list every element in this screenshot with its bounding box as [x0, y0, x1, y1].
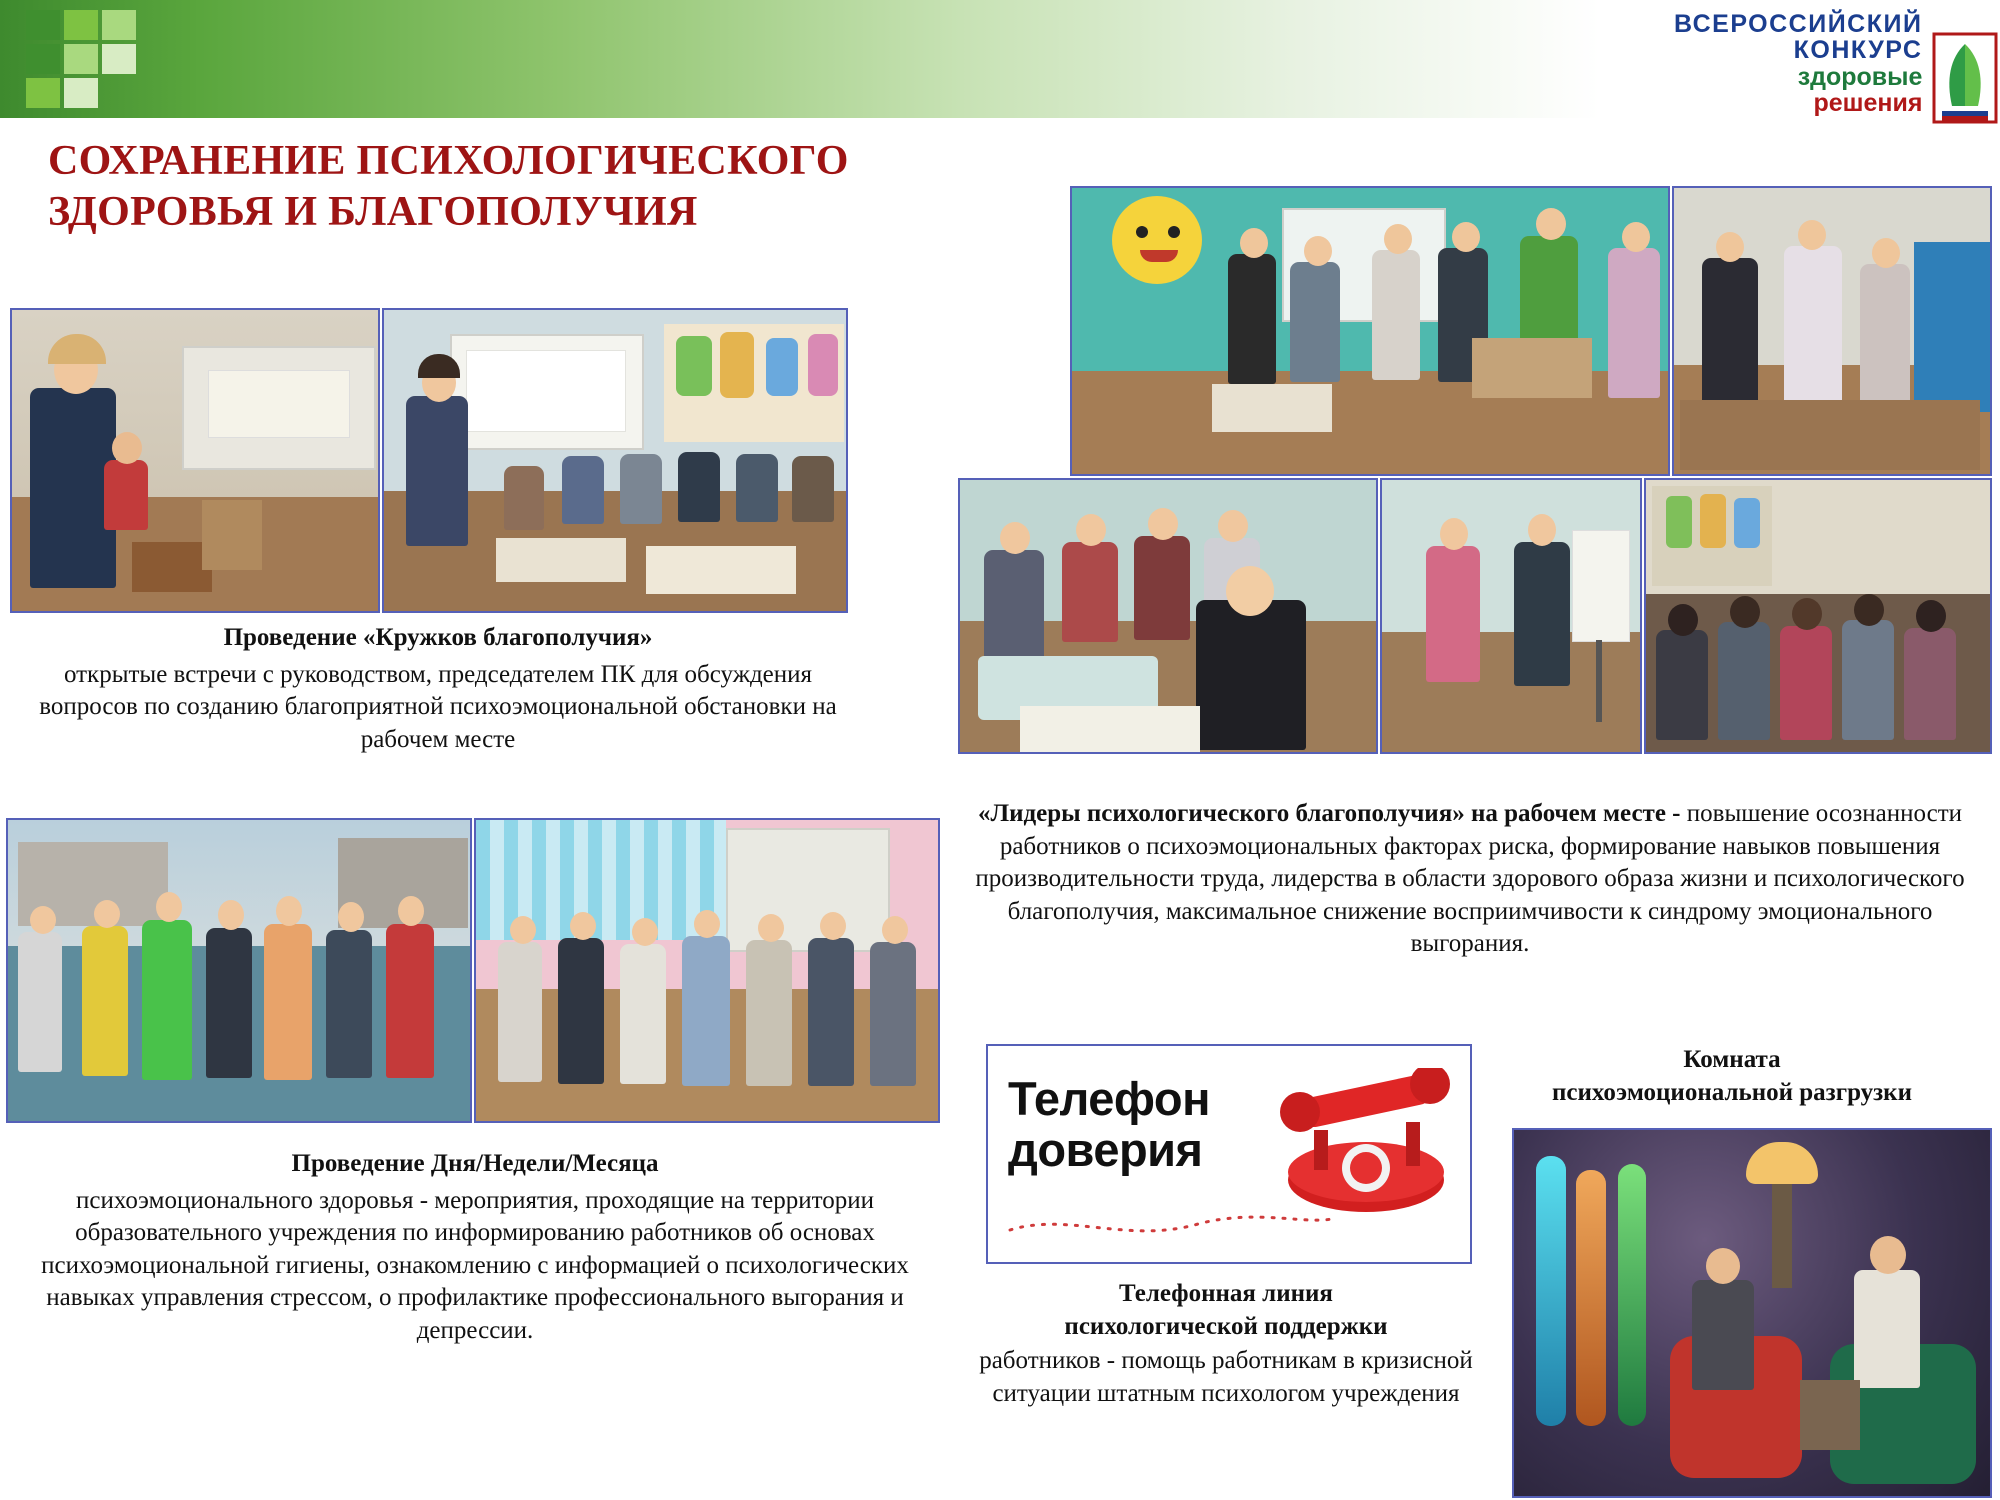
photo-woman-presenting-with-screen [10, 308, 380, 613]
decorative-squares [26, 10, 186, 106]
contest-logo [1674, 8, 1974, 117]
leaf-flag-logo-icon [1932, 32, 1998, 124]
caption-day-week-month-heading: Проведение Дня/Недели/Месяца [291, 1150, 659, 1177]
caption-trust-phone-body: работников - помощь работникам в кризисной ситуации штатным психологом учреждения [979, 1347, 1473, 1407]
caption-relax-room-heading-1: Комната [1683, 1046, 1781, 1073]
photo-seminar-audience-seated [382, 308, 848, 613]
photo-trust-phone-poster [986, 1044, 1472, 1264]
caption-day-week-month-body: психоэмоционального здоровья - мероприятия, проходящие на территории образовательного учреждения по информированию работников об основах психоэмоциональной гигиены, ознакомлению с информацией о психологических навыках управления стрессом, о профилактике профессионального выгорания и депрессии. [41, 1186, 909, 1344]
logo-line-4: решения [1813, 88, 1923, 117]
photo-indoor-group-exercise-hands-up [474, 818, 940, 1123]
trust-phone-image-line-2: доверия [1008, 1122, 1203, 1176]
photo-two-women-presenting-flipchart [1380, 478, 1642, 754]
caption-circles [20, 622, 856, 756]
photo-psychologist-group-session [958, 478, 1378, 754]
caption-leaders-heading: «Лидеры психологического благополучия» на рабочем месте - [977, 800, 1681, 827]
caption-trust-phone [946, 1278, 1506, 1410]
caption-trust-phone-heading-1: Телефонная линия [1119, 1280, 1333, 1307]
page-title [48, 136, 1048, 238]
caption-relax-room [1470, 1044, 1994, 1109]
top-banner [0, 0, 2000, 118]
logo-line-3: здоровые [1797, 63, 1923, 91]
page-title-line-2: ЗДОРОВЬЯ И БЛАГОПОЛУЧИЯ [48, 189, 698, 236]
photo-auditorium-audience [1644, 478, 1992, 754]
caption-leaders-body: повышение осознанности работников о психоэмоциональных факторах риска, формирование навыков повышения производительности труда, лидерства в области здорового образа жизни и психологического благополучия, максимальное снижение восприимчивости к синдрому эмоционального выгорания. [975, 800, 1965, 957]
logo-line-1: ВСЕРОССИЙСКИЙ [1674, 10, 1923, 38]
red-telephone-icon [1254, 1068, 1464, 1218]
photo-group-meeting-with-projector [1070, 186, 1670, 476]
photo-relaxation-room-two-women [1512, 1128, 1992, 1498]
photo-exercise-hall-warmup [1672, 186, 1992, 476]
caption-trust-phone-heading-2: психологической поддержки [1064, 1312, 1388, 1340]
caption-relax-room-heading-2: психоэмоциональной разгрузки [1551, 1078, 1912, 1106]
caption-day-week-month [10, 1148, 940, 1347]
caption-circles-heading: Проведение «Кружков благополучия» [223, 624, 653, 651]
caption-circles-body: открытые встречи с руководством, председателем ПК для обсуждения вопросов по созданию благоприятной психоэмоциональной обстановки на рабочем месте [39, 660, 837, 753]
dotted-line-decoration [1008, 1210, 1338, 1236]
trust-phone-image-line-1: Телефон [1008, 1072, 1210, 1125]
logo-line-2: КОНКУРС [1793, 35, 1923, 64]
page-title-line-1: СОХРАНЕНИЕ ПСИХОЛОГИЧЕСКОГО [48, 138, 849, 184]
photo-outdoor-group-exercise [6, 818, 472, 1123]
caption-leaders [950, 798, 1990, 961]
